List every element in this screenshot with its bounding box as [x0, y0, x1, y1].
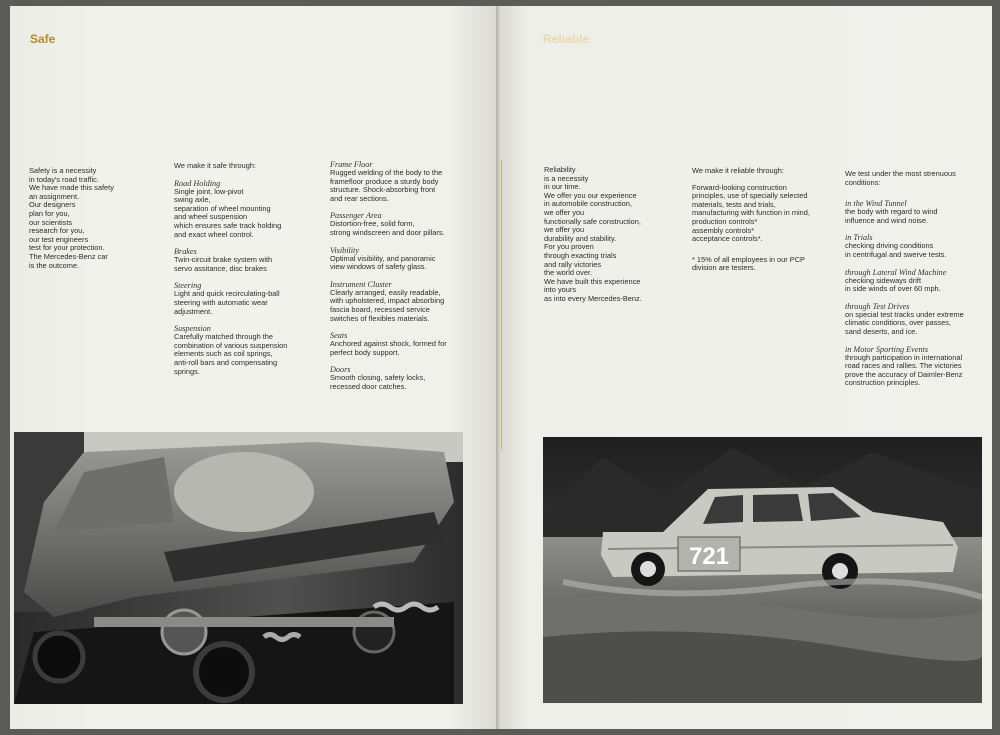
text-line: plan for you, — [29, 208, 70, 218]
text-line: Anchored against shock, formed for — [330, 339, 447, 349]
text-line: elements such as coil springs, — [174, 349, 273, 359]
text-line: combination of various suspension — [174, 340, 288, 350]
text-line: framefloor produce a sturdy body — [330, 176, 439, 186]
text-line: steering with automatic wear — [174, 297, 268, 307]
feature-title: Road Holding — [174, 178, 221, 188]
text-line: separation of wheel mounting — [174, 203, 271, 213]
text-line: Light and quick recirculating-ball — [174, 289, 280, 299]
feature-title: Brakes — [174, 247, 197, 257]
text-line: as into every Mercedes-Benz. — [544, 293, 642, 303]
text-line: with upholstered, impact absorbing — [330, 296, 445, 306]
text-line: materials, tests and trials, — [692, 199, 776, 209]
reliable-methods-column — [692, 167, 810, 273]
text-line: Rugged welding of the body to the — [330, 168, 443, 177]
feature-title: Seats — [330, 331, 348, 341]
text-line: and rear sections. — [330, 193, 389, 203]
text-line: Optimal visibility, and panoramic — [330, 253, 436, 263]
text-line: adjustment. — [174, 306, 213, 316]
brochure-spine — [496, 6, 500, 729]
text-line: production controls* — [692, 216, 758, 226]
text-line: we offer you — [544, 207, 585, 217]
feature-title: Frame Floor — [330, 160, 373, 169]
text-line: view windows of safety glass. — [330, 262, 427, 272]
feature-title: Visibility — [330, 245, 359, 255]
feature-title: in Motor Sporting Events — [845, 344, 929, 354]
safe-features-column-2 — [330, 160, 447, 392]
text-line: Safety is a necessity — [29, 166, 97, 175]
text-line: in today's road traffic. — [29, 174, 99, 184]
column-intro: We make it safe through: — [174, 161, 257, 170]
feature-title: Passenger Area — [330, 211, 382, 221]
rally-illustration — [543, 437, 982, 703]
text-line: switches of flexibles materials. — [330, 313, 430, 323]
text-line: We have built this experience — [544, 276, 641, 286]
text-line: durability and stability. — [544, 233, 617, 243]
safe-intro-text — [29, 167, 114, 270]
feature-title: Suspension — [174, 324, 211, 334]
text-line: prove the accuracy of Daimler-Benz — [845, 369, 963, 379]
footnote — [692, 256, 810, 273]
text-line: our scientists — [29, 217, 73, 227]
feature-title: through Lateral Wind Machine — [845, 267, 947, 277]
text-line: We offer you our experience — [544, 190, 637, 200]
text-line: springs. — [174, 366, 200, 376]
text-line: division are testers. — [692, 263, 756, 273]
feature-title: in the Wind Tunnel — [845, 199, 907, 209]
text-line: in our time. — [544, 182, 581, 192]
text-line: through participation in international — [845, 352, 963, 362]
text-line: Smooth closing, safety locks, — [330, 373, 426, 383]
reliable-tests-column — [845, 170, 964, 388]
text-line: recessed door catches. — [330, 381, 407, 391]
reliable-intro-text — [544, 166, 642, 304]
text-line: anti-roll bars and compensating — [174, 357, 278, 367]
text-line: Carefully matched through the — [174, 332, 274, 342]
text-line: in centrifugal and swerve tests. — [845, 249, 947, 259]
rally-car-photo — [543, 437, 982, 703]
text-line: is the outcome. — [29, 260, 80, 270]
text-line: the body with regard to wind — [845, 207, 938, 217]
safe-features-column-1 — [174, 162, 287, 376]
text-line: servo assitance, disc brakes — [174, 263, 267, 273]
column-intro: We make it reliable through: — [692, 166, 784, 175]
text-line: in automobile construction, — [544, 199, 632, 209]
text-line: and exact wheel control. — [174, 229, 254, 239]
text-line: on special test tracks under extreme — [845, 309, 964, 319]
text-line: Our designers — [29, 200, 76, 210]
text-line: in side winds of over 60 mph. — [845, 284, 941, 294]
spacer — [845, 187, 964, 191]
text-line: checking sideways drift — [845, 275, 921, 285]
text-line: manufacturing with function in mind, — [692, 208, 810, 218]
text-line: * 15% of all employees in our PCP — [692, 254, 805, 264]
text-line: perfect body support. — [330, 347, 400, 357]
text-line: construction principles. — [845, 378, 921, 388]
text-line: The Mercedes-Benz car — [29, 251, 108, 261]
feature-title: Steering — [174, 281, 202, 291]
heading-reliable: Reliable — [543, 32, 590, 46]
chassis-photo — [14, 432, 463, 704]
text-line: Clearly arranged, easily readable, — [330, 287, 441, 297]
gold-rule — [501, 160, 502, 450]
text-line: Forward-looking construction — [692, 182, 787, 192]
chassis-illustration — [14, 432, 463, 704]
rally-number: 721 — [688, 543, 730, 570]
text-line: the world over. — [544, 268, 593, 278]
text-line: Single joint, low-pivot — [174, 186, 244, 196]
text-line: structure. Shock-absorbing front — [330, 185, 436, 195]
text-line: and wheel suspension — [174, 212, 248, 222]
text-line: For you proven — [544, 242, 594, 252]
feature-title: Doors — [330, 365, 351, 375]
text-line: strong windscreen and door pillars. — [330, 227, 445, 237]
text-line: we offer you — [544, 225, 585, 235]
text-line: road races and rallies. The victories — [845, 361, 962, 371]
text-line: sand deserts, and ice. — [845, 326, 918, 336]
heading-safe: Safe — [30, 32, 56, 46]
text-line: which ensures safe track holding — [174, 220, 282, 230]
text-line: influence and wind noise. — [845, 215, 928, 225]
feature-title: through Test Drives — [845, 301, 910, 311]
text-line: and rally victories — [544, 259, 602, 269]
text-line: functionally safe construction, — [544, 216, 641, 226]
text-line: Distortion-free, solid form, — [330, 219, 415, 229]
text-line: through exacting trials — [544, 250, 617, 260]
text-line: Twin-circuit brake system with — [174, 255, 273, 265]
text-line: Reliability — [544, 165, 576, 174]
text-line: We have made this safety — [29, 183, 114, 193]
text-line: climatic conditions, over passes, — [845, 318, 951, 328]
text-line: is a necessity — [544, 173, 589, 183]
text-line: assembly controls* — [692, 225, 755, 235]
text-line: fascia board, recessed service — [330, 304, 430, 314]
feature-title: Instrument Cluster — [330, 279, 392, 289]
text-line: an assignment. — [29, 191, 80, 201]
text-line: research for you, — [29, 226, 85, 236]
text-line: our test engineers — [29, 234, 89, 244]
text-line: checking driving conditions — [845, 241, 934, 251]
text-line: conditions: — [845, 177, 881, 187]
feature-title: in Trials — [845, 233, 873, 243]
text-line: We test under the most strenuous — [845, 169, 956, 178]
text-line: test for your protection. — [29, 243, 105, 253]
text-line: principles, use of specially selected — [692, 191, 808, 201]
text-line: acceptance controls*. — [692, 234, 763, 244]
text-line: into yours — [544, 285, 577, 295]
text-line: swing axle, — [174, 195, 211, 205]
